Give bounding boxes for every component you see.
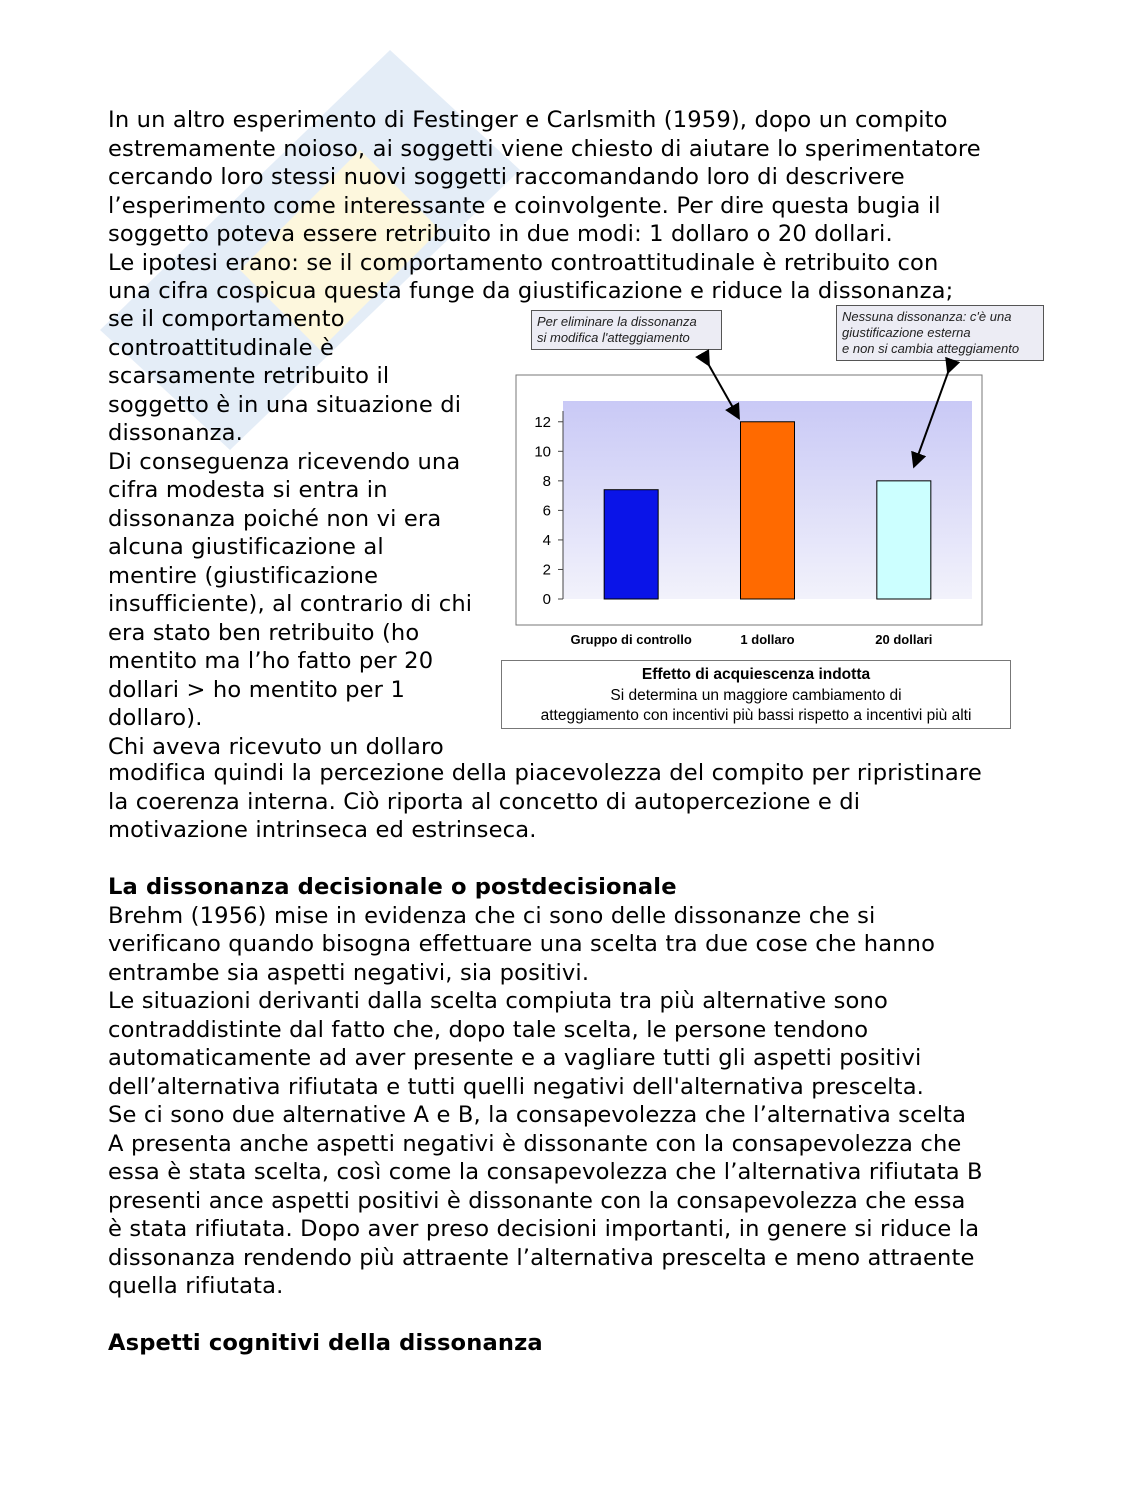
text-line: quella rifiutata. xyxy=(108,1273,284,1299)
x-tick-label: Gruppo di controllo xyxy=(570,632,692,647)
text-line: una cifra cospicua questa funge da giustificazione e riduce la dissonanza; xyxy=(108,278,954,304)
y-tick-label: 4 xyxy=(542,531,551,549)
paragraph-left-column xyxy=(108,305,508,761)
section-heading: La dissonanza decisionale o postdecisionale xyxy=(108,874,677,900)
text-line: In un altro esperimento di Festinger e Carlsmith (1959), dopo un compito xyxy=(108,107,948,133)
caption-line: Si determina un maggiore cambiamento di xyxy=(610,686,902,704)
text-line: controattitudinale è xyxy=(108,334,335,361)
text-line: verificano quando bisogna effettuare una scelta tra due cose che hanno xyxy=(108,931,936,957)
bar-2 xyxy=(877,481,931,599)
bar-0 xyxy=(604,490,658,599)
callout-right-line: giustificazione esterna xyxy=(842,325,971,340)
section-heading: Aspetti cognitivi della dissonanza xyxy=(108,1330,543,1356)
text-line: se il comportamento xyxy=(108,306,345,332)
text-line: Chi aveva ricevuto un dollaro xyxy=(108,733,444,760)
text-line: Brehm (1956) mise in evidenza che ci sono delle dissonanze che si xyxy=(108,902,876,929)
text-line: contraddistinte dal fatto che, dopo tale scelta, le persone tendono xyxy=(108,1016,869,1043)
text-line: entrambe sia aspetti negativi, sia positivi. xyxy=(108,959,590,986)
paragraph-intro xyxy=(108,106,1043,306)
text-line: dissonanza. xyxy=(108,420,244,446)
y-tick-label: 2 xyxy=(542,561,551,579)
figure-caption xyxy=(501,660,1011,729)
text-line: cercando loro stessi nuovi soggetti raccomandando loro di descrivere xyxy=(108,164,905,190)
callout-right-line: e non si cambia atteggiamento xyxy=(842,341,1020,356)
caption-line: atteggiamento con incentivi più bassi rispetto a incentivi più alti xyxy=(540,707,972,724)
text-line: modifica quindi la percezione della piacevolezza del compito per ripristinare xyxy=(108,760,982,786)
text-line: estremamente noioso, ai soggetti viene chiesto di aiutare lo sperimentatore xyxy=(108,135,981,162)
y-tick-label: 10 xyxy=(534,443,551,461)
text-line: era stato ben retribuito (ho xyxy=(108,619,420,646)
text-line: automaticamente ad aver presente e a vagliare tutti gli aspetti positivi xyxy=(108,1045,922,1071)
text-line: soggetto poteva essere retribuito in due modi: 1 dollaro o 20 dollari. xyxy=(108,221,893,247)
text-line: dissonanza rendendo più attraente l’alternativa prescelta e meno attraente xyxy=(108,1244,975,1271)
figure xyxy=(500,303,1048,733)
callout-right-line: Nessuna dissonanza: c'è una xyxy=(842,309,1012,324)
y-tick-label: 6 xyxy=(542,502,551,520)
bar-1 xyxy=(741,422,795,599)
x-tick-label: 20 dollari xyxy=(875,632,933,647)
text-line: dollari > ho mentito per 1 xyxy=(108,676,405,703)
callout-left-line: si modifica l'atteggiamento xyxy=(537,330,690,345)
text-line: Di conseguenza ricevendo una xyxy=(108,448,461,475)
text-line: Se ci sono due alternative A e B, la consapevolezza che l’alternativa scelta xyxy=(108,1102,967,1128)
y-tick-label: 0 xyxy=(542,591,551,608)
text-line: Le situazioni derivanti dalla scelta compiuta tra più alternative sono xyxy=(108,988,888,1014)
text-line: dollaro). xyxy=(108,705,203,731)
text-line: la coerenza interna. Ciò riporta al concetto di autopercezione e di xyxy=(108,788,861,815)
text-line xyxy=(108,1301,1043,1330)
text-line: cifra modesta si entra in xyxy=(108,477,388,503)
callout-left-line: Per eliminare la dissonanza xyxy=(537,314,697,329)
text-line: mentito ma l’ho fatto per 20 xyxy=(108,648,434,674)
y-tick-label: 12 xyxy=(534,413,551,431)
text-line: motivazione intrinseca ed estrinseca. xyxy=(108,817,537,843)
text-line: dell’alternativa rifiutata e tutti quelli negativi dell'alternativa prescelta. xyxy=(108,1073,925,1100)
bar-chart xyxy=(500,303,1048,660)
text-line: l’esperimento come interessante e coinvolgente. Per dire questa bugia il xyxy=(108,192,941,219)
text-line: dissonanza poiché non vi era xyxy=(108,505,442,532)
text-line: presenti ance aspetti positivi è dissonante con la consapevolezza che essa xyxy=(108,1187,966,1214)
text-line: mentire (giustificazione xyxy=(108,562,379,589)
caption-title: Effetto di acquiescenza indotta xyxy=(641,666,871,683)
text-line: scarsamente retribuito il xyxy=(108,363,390,389)
text-line xyxy=(108,845,1043,874)
text-line: A presenta anche aspetti negativi è dissonante con la consapevolezza che xyxy=(108,1130,962,1157)
text-line: alcuna giustificazione al xyxy=(108,534,384,560)
paragraph-body xyxy=(108,759,1043,1358)
text-line: è stata rifiutata. Dopo aver preso decisioni importanti, in genere si riduce la xyxy=(108,1216,980,1242)
x-tick-label: 1 dollaro xyxy=(740,632,795,647)
text-line: insufficiente), al contrario di chi xyxy=(108,591,473,617)
text-line: essa è stata scelta, così come la consapevolezza che l’alternativa rifiutata B xyxy=(108,1159,983,1185)
text-line: soggetto è in una situazione di xyxy=(108,391,462,418)
text-line: Le ipotesi erano: se il comportamento controattitudinale è retribuito con xyxy=(108,249,939,276)
y-tick-label: 8 xyxy=(542,472,551,490)
